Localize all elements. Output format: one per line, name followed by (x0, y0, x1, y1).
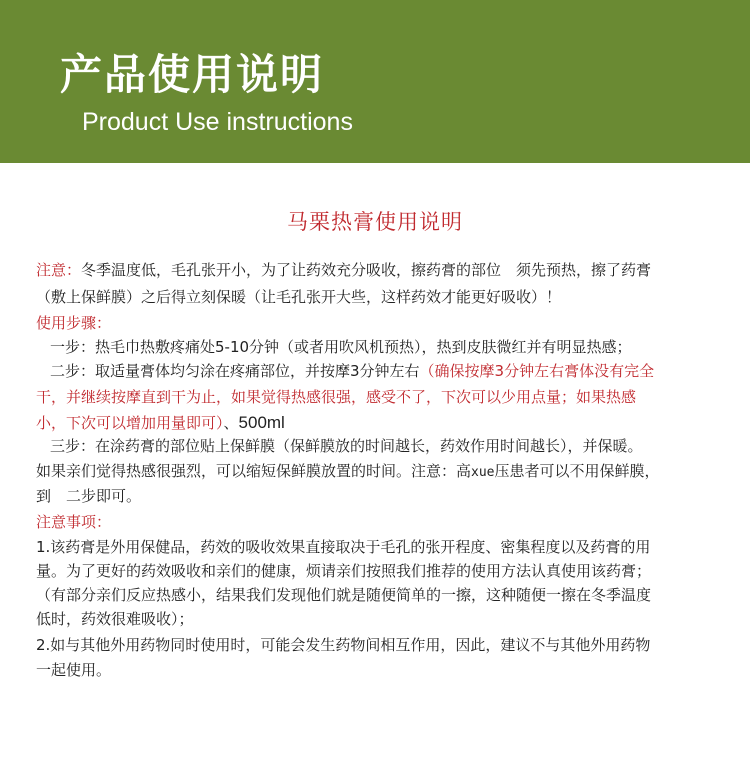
step-3-line-3: 到 二步即可。 (36, 487, 142, 505)
header-title: 产品使用说明 (60, 50, 325, 99)
step-3-line-1: 三步：在涂药膏的部位贴上保鲜膜（保鲜膜放的时间越长，药效作用时间越长），并保暖。 (50, 437, 643, 455)
volume-label: 500ml (238, 413, 285, 432)
note-1-line-1: 1.该药膏是外用保健品，药效的吸收效果直接取决于毛孔的张开程度、密集程度以及药膏的用 (36, 538, 651, 556)
note-2-line-2: 一起使用。 (36, 661, 112, 679)
steps-heading: 使用步骤： (36, 314, 112, 332)
step-3-pinyin: xue (471, 465, 495, 480)
note-line-1 (36, 263, 651, 278)
note-text-1: 冬季温度低，毛孔张开小，为了让药效充分吸收，擦药膏的部位 须先预热，擦了药膏 (81, 261, 652, 279)
step-2-line-1 (50, 364, 654, 379)
step-2-mark: 、 (223, 414, 239, 432)
note-line-2: （敷上保鲜膜）之后得立刻保暖（让毛孔张开大些，这样药效才能更好吸收）！ (36, 288, 562, 306)
step-3-line-2 (36, 464, 660, 479)
note-1-line-3: （有部分亲们反应热感小，结果我们发现他们就是随便简单的一擦，这种随便一擦在冬季温度 (36, 586, 652, 604)
step-2-emphasis-1: （确保按摩3分钟左右膏体没有完全 (419, 362, 655, 380)
document-title: 马栗热膏使用说明 (287, 210, 463, 234)
step-1: 一步：热毛巾热敷疼痛处5-10分钟（或者用吹风机预热），热到皮肤微红并有明显热感； (50, 338, 632, 356)
note-label: 注意： (36, 261, 82, 279)
step-3-text-a: 如果亲们觉得热感很强烈，可以缩短保鲜膜放置的时间。注意：高 (36, 462, 472, 480)
header-subtitle: Product Use instructions (82, 108, 353, 136)
notes-heading: 注意事项： (36, 513, 112, 531)
header-banner (0, 0, 750, 163)
step-2-line-2: 干，并继续按摩直到干为止，如果觉得热感很强，感受不了，下次可以少用点量；如果热感 (36, 388, 637, 406)
note-1-line-2: 量。为了更好的药效吸收和亲们的健康，烦请亲们按照我们推荐的使用方法认真使用该药膏； (36, 562, 652, 580)
step-2-text: 二步：取适量膏体均匀涂在疼痛部位，并按摩3分钟左右 (50, 362, 420, 380)
step-2-emphasis-3: 小，下次可以增加用量即可） (36, 414, 224, 432)
note-1-line-4: 低时，药效很难吸收）； (36, 610, 194, 628)
step-2-line-3 (36, 414, 285, 431)
step-3-text-b: 压患者可以不用保鲜膜， (494, 462, 660, 480)
note-2-line-1: 2.如与其他外用药物同时使用时，可能会发生药物间相互作用，因此，建议不与其他外用药物 (36, 636, 651, 654)
